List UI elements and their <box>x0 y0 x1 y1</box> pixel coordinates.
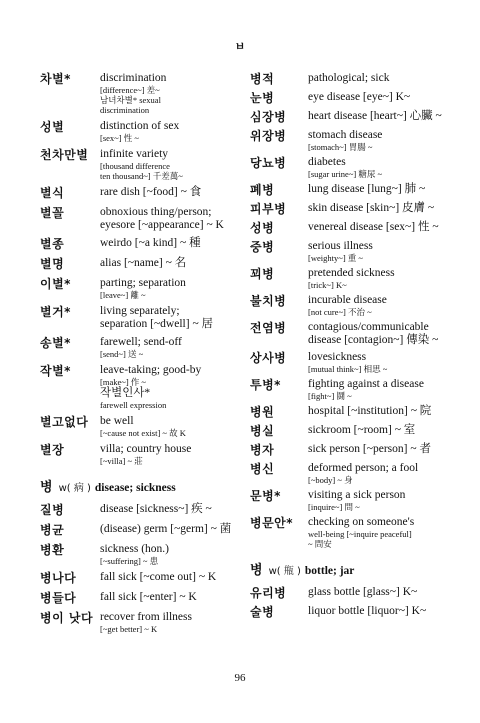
dictionary-entry <box>250 351 455 374</box>
definition-line: serious illness <box>308 240 373 252</box>
headword: 병나다 <box>40 571 77 585</box>
definition-line: alias [~name] ~ 名 <box>100 257 187 269</box>
dictionary-entry <box>250 605 455 620</box>
dictionary-entry <box>250 156 455 179</box>
definition-line: sickness (hon.) <box>100 543 169 555</box>
dictionary-entry <box>250 516 455 549</box>
definition-line: visiting a sick person <box>308 489 406 501</box>
etymology-line: [not cure~] 不治 ~ <box>308 307 372 317</box>
etymology-line: ten thousand~] 千差萬~ <box>100 171 183 181</box>
headword: 문병* <box>250 489 281 503</box>
dictionary-entry <box>40 591 248 606</box>
headword: 천차만별 <box>40 148 89 162</box>
definition-line: separation [~dwell] ~ 居 <box>100 318 214 330</box>
left-column <box>40 72 248 639</box>
headword: 별종 <box>40 237 65 251</box>
entry-list <box>40 72 248 466</box>
headword: 차별* <box>40 72 71 86</box>
dictionary-entry <box>40 237 248 252</box>
dictionary-entry <box>40 611 248 634</box>
entry-definition <box>308 72 455 85</box>
headword: 꾀병 <box>250 267 275 281</box>
definition-line: farewell; send-off <box>100 336 182 348</box>
definition-line: rare dish [~food] ~ 食 <box>100 186 202 198</box>
dictionary-entry <box>250 424 455 439</box>
etymology-line: [sugar urine~] 糖尿 ~ <box>308 169 383 179</box>
entry-definition <box>100 305 248 331</box>
headword: 별식 <box>40 186 65 200</box>
dictionary-entry <box>40 364 248 410</box>
headword: 심장병 <box>250 110 287 124</box>
page-number: 96 <box>234 672 246 684</box>
entry-definition <box>308 424 455 437</box>
definition-line: eye disease [eye~] K~ <box>308 91 411 103</box>
entry-definition <box>100 186 248 199</box>
definition-line: diabetes <box>308 156 346 168</box>
headword: 눈병 <box>250 91 275 105</box>
running-head: ㅂ <box>234 40 246 53</box>
headword: 상사병 <box>250 351 287 365</box>
definition-line: lung disease [lung~] 肺 ~ <box>308 183 426 195</box>
headword: 피부병 <box>250 202 287 216</box>
headword: 별고없다 <box>40 415 89 429</box>
entry-definition <box>308 183 455 196</box>
headword: 중병 <box>250 240 275 254</box>
entry-definition <box>100 543 248 566</box>
entry-list <box>250 72 455 549</box>
definition-line: hospital [~institution] ~ 院 <box>308 405 432 417</box>
definition-line: liquor bottle [liquor~] K~ <box>308 605 427 617</box>
dictionary-entry <box>250 489 455 512</box>
entry-definition <box>308 321 455 347</box>
definition-line: disease [contagion~] 傳染 ~ <box>308 334 439 346</box>
dictionary-entry <box>40 257 248 272</box>
dictionary-entry <box>40 72 248 115</box>
definition-line: sick person [~person] ~ 者 <box>308 443 431 455</box>
dictionary-entry <box>250 443 455 458</box>
entry-definition <box>308 516 455 549</box>
headword: 유리병 <box>250 586 287 600</box>
entry-list <box>250 586 455 620</box>
dictionary-entry <box>40 277 248 300</box>
etymology-line: [fight~] 鬪 ~ <box>308 391 352 401</box>
entry-definition <box>100 336 248 359</box>
entry-definition <box>308 462 455 485</box>
etymology-line: [leave~] 離 ~ <box>100 290 146 300</box>
etymology-line: 남녀차별* sexual <box>100 95 161 105</box>
dictionary-entry <box>250 110 455 125</box>
dictionary-entry <box>40 543 248 566</box>
definition-line: obnoxious thing/person; <box>100 206 212 218</box>
definition-line: fall sick [~come out] ~ K <box>100 571 217 583</box>
headword: 질병 <box>40 503 65 517</box>
definition-line: pretended sickness <box>308 267 395 279</box>
section-headword: 병 <box>250 563 263 578</box>
etymology-line: farewell expression <box>100 400 167 410</box>
etymology-line: [~cause not exist] ~ 故 K <box>100 428 186 438</box>
entry-definition <box>100 364 248 410</box>
etymology-line: [sex~] 性 ~ <box>100 133 139 143</box>
entry-definition <box>308 91 455 104</box>
definition-line: deformed person; a fool <box>308 462 419 474</box>
section-hanja: w( 甁 ) <box>268 566 301 577</box>
entry-definition <box>308 267 455 290</box>
definition-line: contagious/communicable <box>308 321 429 333</box>
section-hanja: w( 病 ) <box>58 483 91 494</box>
definition-line: skin disease [skin~] 皮膚 ~ <box>308 202 435 214</box>
headword: 별꼴 <box>40 206 65 220</box>
entry-definition <box>308 489 455 512</box>
headword: 폐병 <box>250 183 275 197</box>
dictionary-entry <box>250 202 455 217</box>
dictionary-entry <box>40 503 248 518</box>
definition-line: recover from illness <box>100 611 192 623</box>
definition-line: infinite variety <box>100 148 169 160</box>
entry-list <box>40 503 248 634</box>
dictionary-entry <box>250 183 455 198</box>
headword: 이별* <box>40 277 71 291</box>
definition-line: incurable disease <box>308 294 387 306</box>
definition-line: weirdo [~a kind] ~ 種 <box>100 237 201 249</box>
entry-definition <box>308 129 455 152</box>
entry-definition <box>100 443 248 466</box>
headword: 병문안* <box>250 516 294 530</box>
definition-line: venereal disease [sex~] 性 ~ <box>308 221 439 233</box>
definition-line: parting; separation <box>100 277 186 289</box>
entry-definition <box>308 443 455 456</box>
section-headword: 병 <box>40 480 53 495</box>
definition-line: (disease) germ [~germ] ~ 菌 <box>100 523 232 535</box>
entry-definition <box>308 221 455 234</box>
headword: 별명 <box>40 257 65 271</box>
headword: 불치병 <box>250 294 287 308</box>
headword: 병환 <box>40 543 65 557</box>
etymology-line: [~body] ~ 身 <box>308 475 353 485</box>
entry-definition <box>308 586 455 599</box>
dictionary-entry <box>250 91 455 106</box>
dictionary-entry <box>40 336 248 359</box>
dictionary-entry <box>40 523 248 538</box>
entry-definition <box>308 405 455 418</box>
definition-line: villa; country house <box>100 443 192 455</box>
section-gloss: bottle; jar <box>304 565 355 577</box>
etymology-line: [~suffering] ~ 患 <box>100 556 159 566</box>
entry-definition <box>100 120 248 143</box>
definition-line: be well <box>100 415 134 427</box>
definition-line: eyesore [~appearance] ~ K <box>100 219 224 231</box>
headword: 병원 <box>250 405 275 419</box>
definition-line: 작별인사* <box>100 387 151 399</box>
entry-definition <box>100 237 248 250</box>
definition-line: distinction of sex <box>100 120 180 132</box>
dictionary-entry <box>250 586 455 601</box>
entry-definition <box>100 148 248 181</box>
definition-line: checking on someone's <box>308 516 415 528</box>
headword: 병신 <box>250 462 275 476</box>
dictionary-entry <box>250 240 455 263</box>
section-heading <box>40 476 248 495</box>
definition-line: leave-taking; good-by <box>100 364 202 376</box>
dictionary-entry <box>40 443 248 466</box>
headword: 전염병 <box>250 321 287 335</box>
entry-definition <box>100 415 248 438</box>
etymology-line: [difference~] 差~ <box>100 85 160 95</box>
entry-definition <box>308 202 455 215</box>
dictionary-entry <box>250 462 455 485</box>
dictionary-entry <box>40 206 248 232</box>
dictionary-entry <box>250 221 455 236</box>
entry-definition <box>100 503 248 516</box>
definition-line: lovesickness <box>308 351 367 363</box>
definition-line: sickroom [~room] ~ 室 <box>308 424 416 436</box>
section-gloss: disease; sickness <box>94 482 176 494</box>
dictionary-entry <box>40 148 248 181</box>
dictionary-entry <box>250 294 455 317</box>
etymology-line: [make~] 作 ~ <box>100 377 147 387</box>
dictionary-entry <box>40 186 248 201</box>
entry-definition <box>308 240 455 263</box>
entry-definition <box>100 206 248 232</box>
etymology-line: [~get better] ~ K <box>100 624 158 634</box>
definition-line: glass bottle [glass~] K~ <box>308 586 418 598</box>
headword: 술병 <box>250 605 275 619</box>
definition-line: heart disease [heart~] 心臟 ~ <box>308 110 442 122</box>
definition-line: pathological; sick <box>308 72 390 84</box>
etymology-line: [~villa] ~ 莊 <box>100 456 143 466</box>
etymology-line: [stomach~] 胃腸 ~ <box>308 142 373 152</box>
dictionary-entry <box>250 378 455 401</box>
headword: 병균 <box>40 523 65 537</box>
definition-line: fighting against a disease <box>308 378 424 390</box>
entry-definition <box>100 523 248 536</box>
etymology-line: [inquire~] 問 ~ <box>308 502 360 512</box>
headword: 송별* <box>40 336 71 350</box>
dictionary-entry <box>40 305 248 331</box>
entry-definition <box>308 156 455 179</box>
section-heading <box>250 559 455 578</box>
definition-line: discrimination <box>100 72 167 84</box>
definition-line: disease [sickness~] 疾 ~ <box>100 503 212 515</box>
headword: 별거* <box>40 305 71 319</box>
headword: 병자 <box>250 443 275 457</box>
right-column <box>250 72 455 624</box>
headword: 병이 낫다 <box>40 611 94 625</box>
entry-definition <box>100 72 248 115</box>
dictionary-entry <box>40 571 248 586</box>
entry-definition <box>308 294 455 317</box>
entry-definition <box>100 591 248 604</box>
definition-line: living separately; <box>100 305 180 317</box>
dictionary-entry <box>40 415 248 438</box>
headword: 작별* <box>40 364 71 378</box>
headword: 병적 <box>250 72 275 86</box>
etymology-line: [mutual think~] 相思 ~ <box>308 364 388 374</box>
entry-definition <box>308 605 455 618</box>
headword: 병실 <box>250 424 275 438</box>
headword: 위장병 <box>250 129 287 143</box>
headword: 별장 <box>40 443 65 457</box>
definition-line: fall sick [~enter] ~ K <box>100 591 197 603</box>
dictionary-entry <box>250 321 455 347</box>
headword: 병들다 <box>40 591 77 605</box>
etymology-line: discrimination <box>100 105 150 115</box>
etymology-line: [trick~] K~ <box>308 280 347 290</box>
dictionary-entry <box>250 267 455 290</box>
entry-definition <box>100 257 248 270</box>
etymology-line: [send~] 送 ~ <box>100 349 144 359</box>
headword: 성병 <box>250 221 275 235</box>
entry-definition <box>308 110 455 123</box>
etymology-line: [thousand difference <box>100 161 170 171</box>
dictionary-entry <box>250 129 455 152</box>
dictionary-entry <box>40 120 248 143</box>
etymology-line: [weighty~] 重 ~ <box>308 253 363 263</box>
headword: 투병* <box>250 378 281 392</box>
headword: 당뇨병 <box>250 156 287 170</box>
definition-line: stomach disease <box>308 129 383 141</box>
etymology-line: well-being [~inquire peaceful] <box>308 529 412 539</box>
entry-definition <box>308 378 455 401</box>
entry-definition <box>100 277 248 300</box>
dictionary-entry <box>250 405 455 420</box>
entry-definition <box>308 351 455 374</box>
entry-definition <box>100 611 248 634</box>
etymology-line: ~ 問安 <box>308 539 332 549</box>
headword: 성별 <box>40 120 65 134</box>
dictionary-entry <box>250 72 455 87</box>
entry-definition <box>100 571 248 584</box>
